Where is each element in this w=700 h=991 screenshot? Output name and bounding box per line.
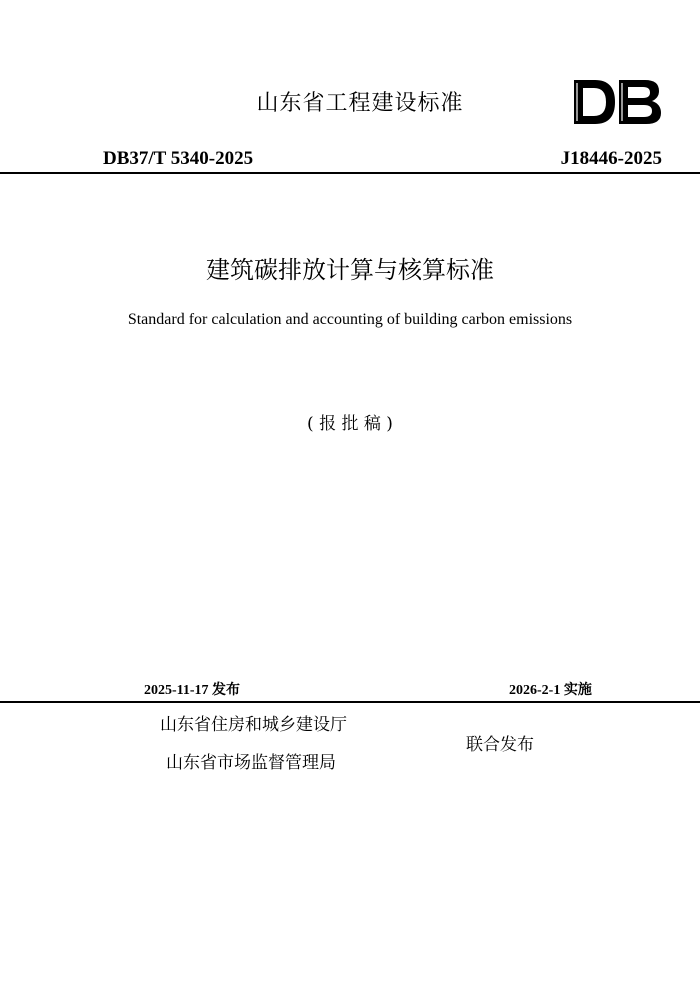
document-title-chinese: 建筑碳排放计算与核算标准 <box>206 256 494 284</box>
document-title-english: Standard for calculation and accounting of building carbon emissions <box>127 311 573 328</box>
db-logo <box>571 78 663 126</box>
header-divider <box>0 172 700 174</box>
draft-status: ( 报 批 稿 ) <box>307 414 393 434</box>
joint-publication-label: 联合发布 <box>466 735 534 755</box>
record-number: J18446-2025 <box>560 148 662 169</box>
publisher-housing-department: 山东省住房和城乡建设厅 <box>160 715 347 735</box>
issue-date: 2025-11-17 发布 <box>144 683 241 698</box>
standard-number: DB37/T 5340-2025 <box>103 148 254 169</box>
standard-category-heading: 山东省工程建设标准 <box>256 91 464 116</box>
footer-divider <box>0 701 700 703</box>
implementation-date: 2026-2-1 实施 <box>509 683 592 698</box>
publisher-market-regulation-bureau: 山东省市场监督管理局 <box>166 753 336 773</box>
